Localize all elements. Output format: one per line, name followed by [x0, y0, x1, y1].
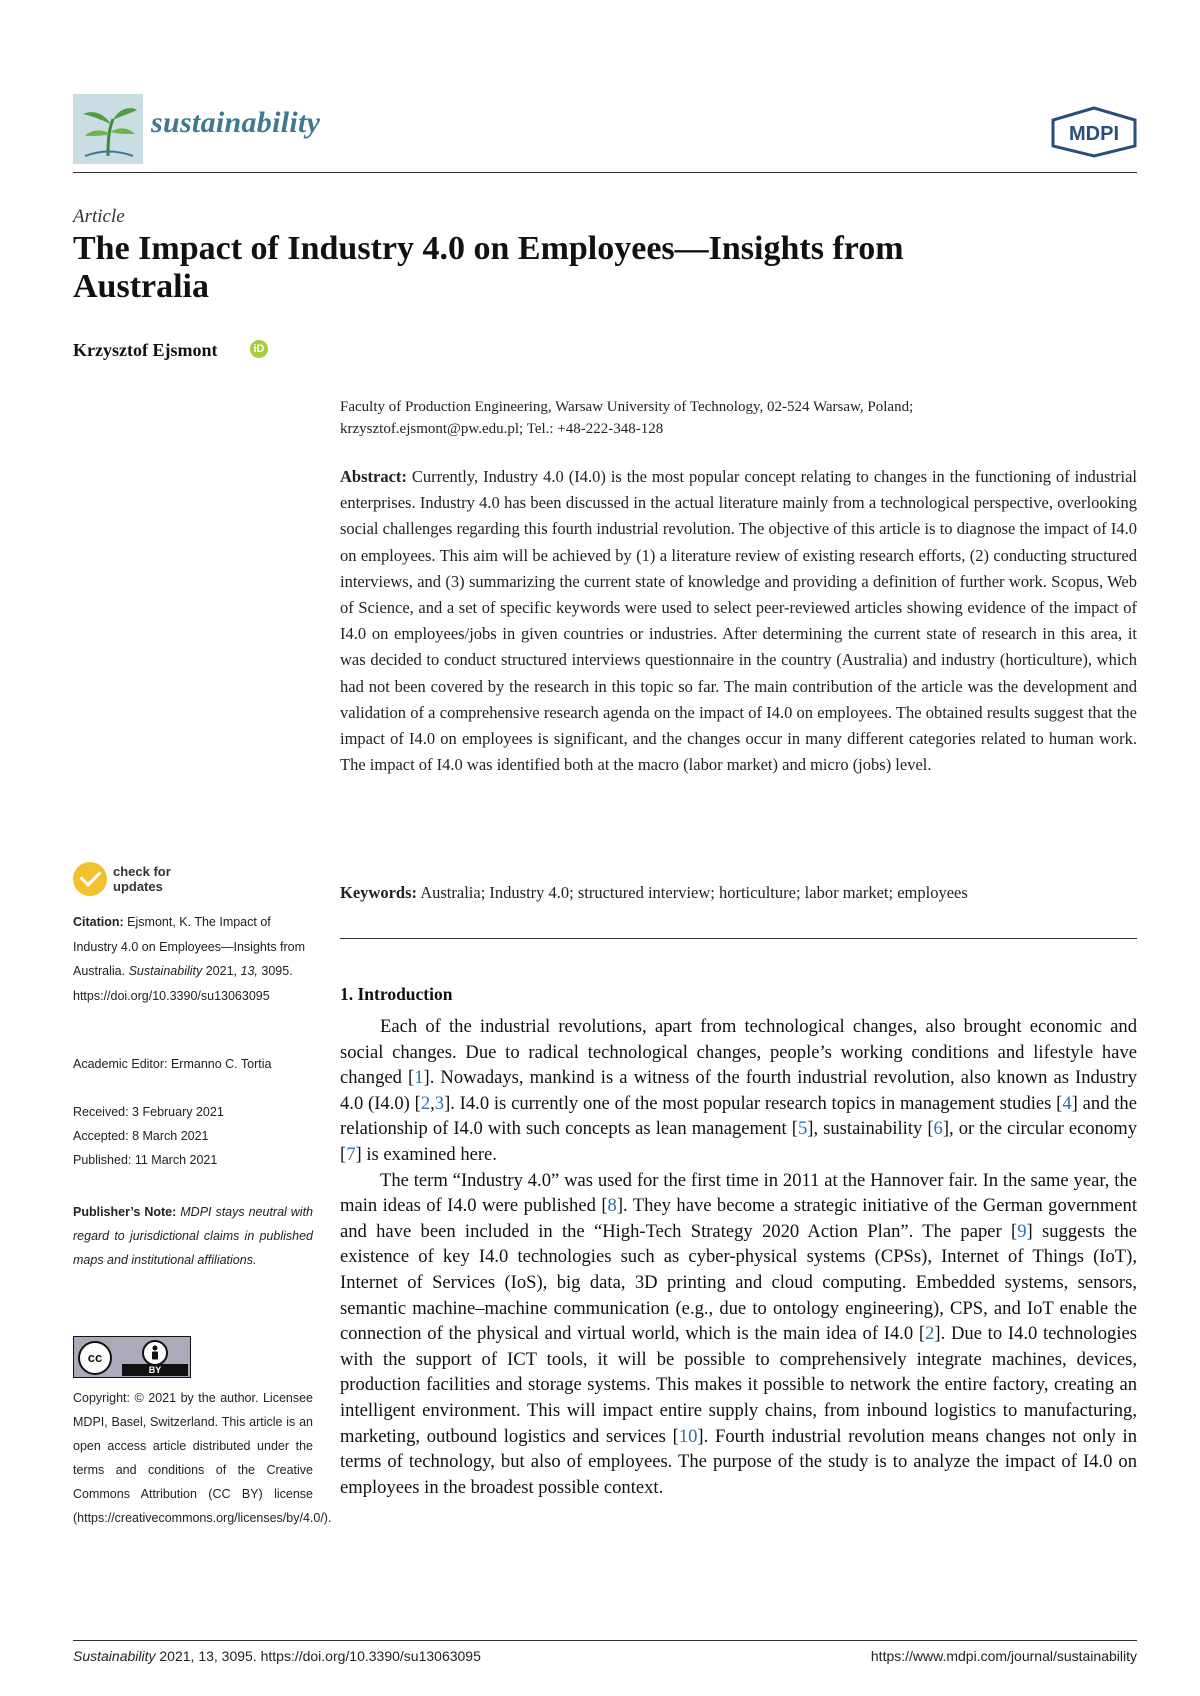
- journal-name: sustainability: [151, 106, 321, 139]
- paragraph-text: ]. I4.0 is currently one of the most popular research topics in management studies [: [444, 1092, 1063, 1114]
- check-for-updates-button[interactable]: [73, 860, 273, 900]
- reference-link[interactable]: 2: [925, 1323, 935, 1345]
- reference-link[interactable]: 2: [420, 1092, 431, 1114]
- affiliation-line: Faculty of Production Engineering, Warsaw University of Technology, 02-524 Warsaw, Poland;: [340, 399, 914, 415]
- journal-header: [73, 94, 1137, 172]
- paragraph-text: ] suggests the existence of key I4.0 technologies such as cyber-physical systems (CPSs), Internet of Things (IoT), Internet of Services (IoS), big data, 3D printing and cloud computing. Embedded systems, sensors, semantic machine–machine communication (e.g., due to ontology engineering), CPS, and IoT enable the connection of the physical and virtual world, which is the main idea of I4.0 [: [340, 1220, 1137, 1345]
- paragraph-text: ]. Due to I4.0 technologies with the support of ICT tools, it will be possible to comprehensively integrate machines, devices, production facilities and storage systems. This makes it possible to network the entire factory, creating an intelligent environment. This will impact entire supply chains, from inbound logistics to manufacturing, marketing, outbound logistics and services [: [340, 1323, 1137, 1447]
- reference-link[interactable]: 7: [346, 1143, 356, 1165]
- paragraph-text: ,: [430, 1092, 435, 1114]
- abstract-label: Abstract:: [340, 467, 407, 486]
- academic-editor: Academic Editor: Ermanno C. Tortia: [73, 1057, 272, 1071]
- check-updates-label: check for: [113, 864, 171, 879]
- citation-text: Ejsmont, K. The Impact of Industry 4.0 on Employees—Insights from Australia.: [73, 915, 306, 978]
- cc-by-label: BY: [122, 1364, 188, 1376]
- footer-doi[interactable]: 2021, 13, 3095. https://doi.org/10.3390/su13063095: [159, 1648, 481, 1664]
- citation-doi[interactable]: 3095. https://doi.org/10.3390/su13063095: [73, 964, 293, 1003]
- introduction-body: [340, 1014, 1137, 1500]
- paragraph-text: ] and the relationship of I4.0 with such concepts as lean management [: [340, 1092, 1137, 1140]
- footer-journal: Sustainability: [73, 1648, 156, 1664]
- orcid-icon[interactable]: iD: [250, 340, 268, 358]
- check-updates-icon: [73, 862, 107, 896]
- reference-link[interactable]: 6: [933, 1118, 943, 1140]
- paragraph-text: Each of the industrial revolutions, apart from technological changes, also brought economic and social changes. Due to radical technological changes, people’s working conditions and lifestyle have changed [: [340, 1016, 1137, 1089]
- affiliation-email[interactable]: krzysztof.ejsmont@pw.edu.pl; Tel.: +48-222-348-128: [340, 421, 664, 437]
- paragraph-text: ], or the circular economy [: [340, 1118, 1137, 1165]
- attribution-icon: [142, 1340, 168, 1366]
- checkmark-icon: [80, 865, 102, 887]
- reference-link[interactable]: 3: [434, 1092, 445, 1114]
- publisher-note-text: MDPI stays neutral with regard to jurisdictional claims in published maps and institutional affiliations.: [73, 1205, 313, 1267]
- citation: [73, 910, 313, 1008]
- reference-link[interactable]: 4: [1062, 1092, 1072, 1114]
- article-type: Article: [73, 206, 125, 227]
- section-heading: 1. Introduction: [340, 984, 453, 1004]
- paragraph-text: ]. Fourth industrial revolution means changes not only in terms of technology, but also of employees. The purpose of the study is to analyze the impact of I4.0 on employees in the broadest possible context.: [340, 1425, 1137, 1498]
- paragraph: [340, 1014, 1137, 1168]
- reference-link[interactable]: 9: [1017, 1220, 1027, 1242]
- reference-link[interactable]: 10: [678, 1425, 698, 1447]
- citation-label: Citation:: [73, 915, 124, 929]
- reference-link[interactable]: 1: [414, 1067, 424, 1089]
- reference-link[interactable]: 8: [607, 1195, 617, 1217]
- header-divider: [73, 172, 1137, 173]
- publisher-note: [73, 1200, 313, 1272]
- paragraph-text: The term “Industry 4.0” was used for the first time in 2011 at the Hannover fair. In the same year, the main ideas of I4.0 were published [: [340, 1169, 1137, 1217]
- abstract: [340, 464, 1137, 778]
- plant-icon: [73, 94, 143, 164]
- affiliation: [340, 396, 1137, 440]
- publisher-note-label: Publisher’s Note:: [73, 1205, 177, 1219]
- citation-journal: Sustainability: [128, 964, 203, 978]
- article-title: The Impact of Industry 4.0 on Employees—Insights from Australia: [73, 230, 904, 305]
- reference-link[interactable]: 5: [797, 1118, 808, 1140]
- paragraph-text: ]. They have become a strategic initiative of the German government and have been included in the “High-Tech Strategy 2020 Action Plan”. The paper [: [340, 1195, 1137, 1242]
- paragraph: [340, 1168, 1137, 1501]
- keywords-label: Keywords:: [340, 883, 417, 902]
- creative-commons-icon: cc: [78, 1341, 112, 1375]
- mdpi-logo-text: MDPI: [1069, 123, 1119, 145]
- published-date: Published: 11 March 2021: [73, 1153, 218, 1167]
- check-updates-label: updates: [113, 879, 163, 894]
- keywords-divider: [340, 938, 1137, 939]
- paragraph-text: ]. Nowadays, mankind is a witness of the fourth industrial revolution, also known as Industry 4.0 (I4.0) [: [340, 1067, 1137, 1114]
- paragraph-text: ], sustainability [: [807, 1118, 934, 1140]
- citation-year: 2021,: [205, 964, 238, 978]
- keywords: [340, 882, 1137, 904]
- accepted-date: Accepted: 8 March 2021: [73, 1129, 209, 1143]
- abstract-text: Currently, Industry 4.0 (I4.0) is the most popular concept relating to changes in the functioning of industrial enterprises. Industry 4.0 has been discussed in the actual literature mainly from a technological perspective, overlooking social challenges regarding this fourth industrial revolution. The objective of this article is to diagnose the impact of I4.0 on employees. This aim will be achieved by (1) a literature review of existing research efforts, (2) conducting structured interviews, and (3) summarizing the current state of knowledge and providing a definition of further work. Scopus, Web of Science, and a set of specific keywords were used to select peer-reviewed articles showing evidence of the impact of I4.0 on employees/jobs in given countries or industries. After determining the current state of research in this area, it was decided to conduct structured interviews questionnaire in the country (Australia) and industry (horticulture), which had not been covered by the research in this topic so far. The main contribution of the article was the development and validation of a comprehensive research agenda on the impact of I4.0 on employees. The obtained results suggest that the impact of I4.0 on employees is significant, and the changes occur in many different categories related to human work. The impact of I4.0 was identified both at the macro (labor market) and micro (jobs) level.: [340, 467, 1138, 775]
- article-dates: [73, 1100, 313, 1172]
- received-date: Received: 3 February 2021: [73, 1105, 224, 1119]
- mdpi-logo: [1049, 106, 1139, 158]
- footer-journal-url[interactable]: https://www.mdpi.com/journal/sustainability: [870, 1648, 1137, 1664]
- paragraph-text: ] is examined here.: [355, 1143, 497, 1165]
- footer-divider: [73, 1640, 1137, 1641]
- citation-volume: 13,: [240, 964, 258, 978]
- footer-citation: [73, 1648, 481, 1664]
- keywords-text: Australia; Industry 4.0; structured interview; horticulture; labor market; employees: [420, 883, 968, 902]
- author-name: Krzysztof Ejsmont: [73, 340, 218, 360]
- cc-by-license-badge[interactable]: [73, 1336, 191, 1378]
- copyright-notice: Copyright: © 2021 by the author. Licensee MDPI, Basel, Switzerland. This article is an open access article distributed under the terms and conditions of the Creative Commons Attribution (CC BY) license (https://creativecommons.org/licenses/by/4.0/).: [73, 1391, 332, 1525]
